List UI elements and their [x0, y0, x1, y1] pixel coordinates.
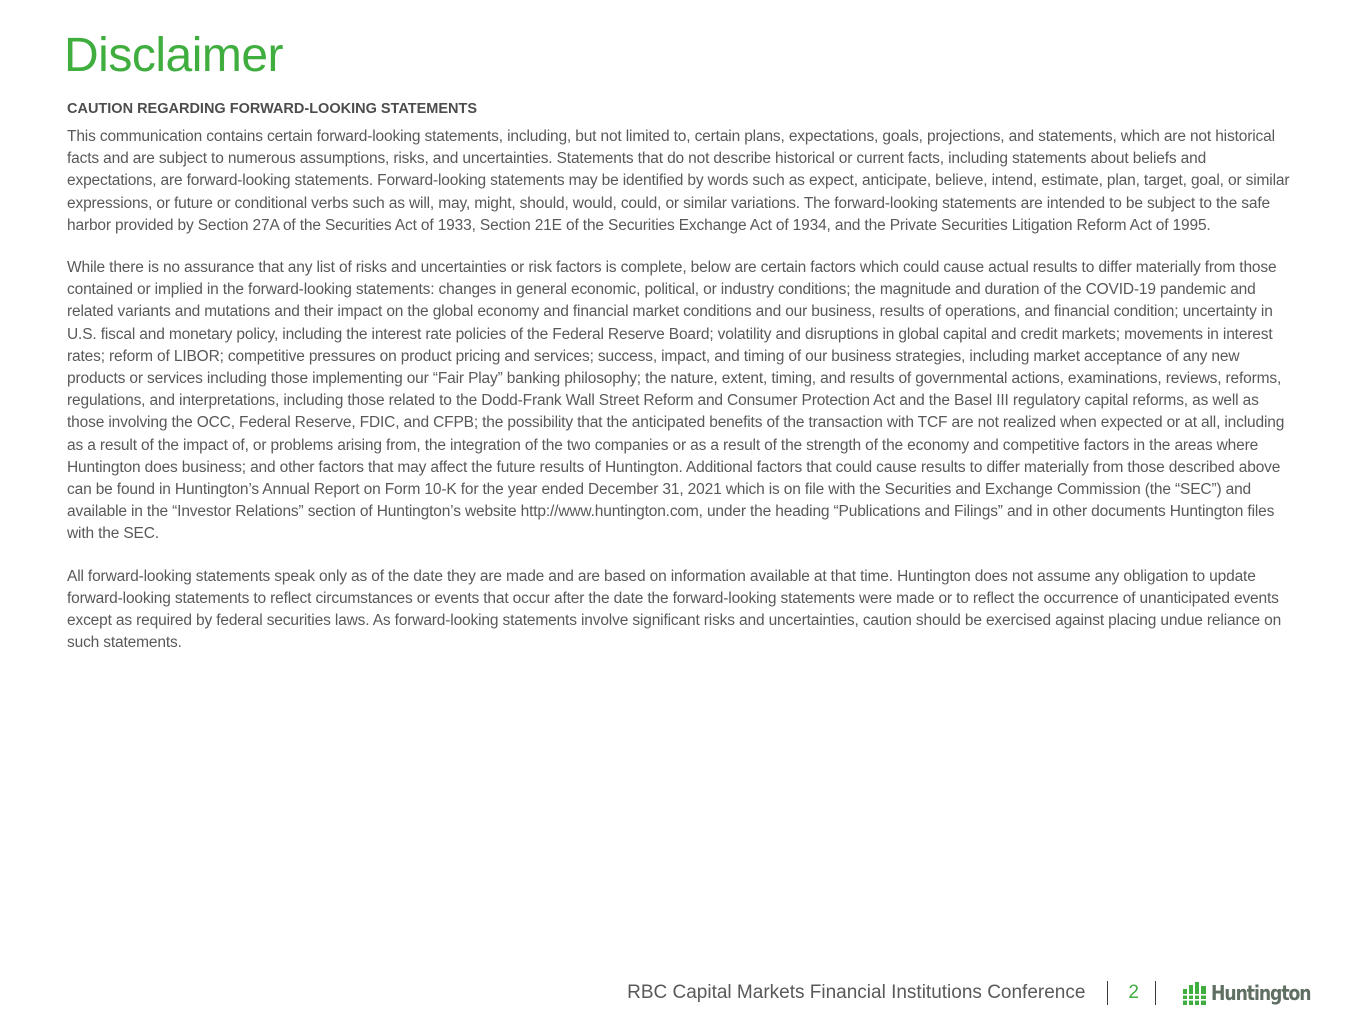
conference-name: RBC Capital Markets Financial Institutions Conference: [627, 982, 1086, 1003]
logo-wordmark: Huntington: [1211, 981, 1311, 1005]
disclaimer-content: [67, 98, 1295, 674]
page-title: Disclaimer: [64, 29, 284, 82]
page-number: 2: [1128, 982, 1139, 1003]
paragraph-risk-factors: While there is no assurance that any list of risks and uncertainties or risk factors is complete, below are certain factors which could cause actual results to differ materially from those contained or implied in the forward-looking statements: changes in general economic, political, or industry conditions; the magnitude and duration of the COVID-19 pandemic and related variants and mutations and their impact on the global economy and financial market conditions and our business, results of operations, and financial condition; uncertainty in U.S. fiscal and monetary policy, including the interest rate policies of the Federal Reserve Board; volatility and disruptions in global capital and credit markets; movements in interest rates; reform of LIBOR; competitive pressures on product pricing and services; success, impact, and timing of our business strategies, including market acceptance of any new products or services including those implementing our “Fair Play” banking philosophy; the nature, extent, timing, and results of governmental actions, examinations, reviews, reforms, regulations, and interpretations, including those related to the Dodd-Frank Wall Street Reform and Consumer Protection Act and the Basel III regulatory capital reforms, as well as those involving the OCC, Federal Reserve, FDIC, and CFPB; the possibility that the anticipated benefits of the transaction with TCF are not realized when expected or at all, including as a result of the impact of, or problems arising from, the integration of the two companies or as a result of the strength of the economy and competitive factors in the areas where Huntington does business; and other factors that may affect the future results of Huntington. Additional factors that could cause results to differ materially from those described above can be found in Huntington’s Annual Report on Form 10-K for the year ended December 31, 2021 which is on file with the Securities and Exchange Commission (the “SEC”) and available in the “Investor Relations” section of Huntington’s website http://www.huntington.com, under the heading “Publications and Filings” and in other documents Huntington files with the SEC.: [67, 259, 1285, 543]
footer: [627, 976, 1323, 1010]
paragraph-forward-looking: This communication contains certain forward-looking statements, including, but not limited to, certain plans, expectations, goals, projections, and statements, which are not historical facts and are subject to numerous assumptions, risks, and uncertainties. Statements that do not describe historical or current facts, including statements about beliefs and expectations, are forward-looking statements. Forward-looking statements may be identified by words such as expect, anticipate, believe, intend, estimate, plan, target, goal, or similar expressions, or future or conditional verbs such as will, may, might, should, would, could, or similar variations. The forward-looking statements are intended to be subject to the safe harbor provided by Section 27A of the Securities Act of 1933, Section 21E of the Securities Exchange Act of 1934, and the Private Securities Litigation Reform Act of 1995.: [67, 128, 1290, 234]
footer-divider: [1155, 981, 1156, 1005]
paragraph-reliance: All forward-looking statements speak only as of the date they are made and are based on information available at that time. Huntington does not assume any obligation to update forward-looking statements to reflect circumstances or events that occur after the date the forward-looking statements were made or to reflect the occurrence of unanticipated events except as required by federal securities laws. As forward-looking statements involve significant risks and uncertainties, caution should be exercised against placing undue reliance on such statements.: [67, 567, 1282, 652]
section-heading: CAUTION REGARDING FORWARD-LOOKING STATEMENTS: [67, 101, 478, 117]
huntington-logo: [1182, 980, 1323, 1006]
huntington-building-logo-icon: [1182, 980, 1208, 1006]
footer-divider: [1107, 981, 1108, 1005]
